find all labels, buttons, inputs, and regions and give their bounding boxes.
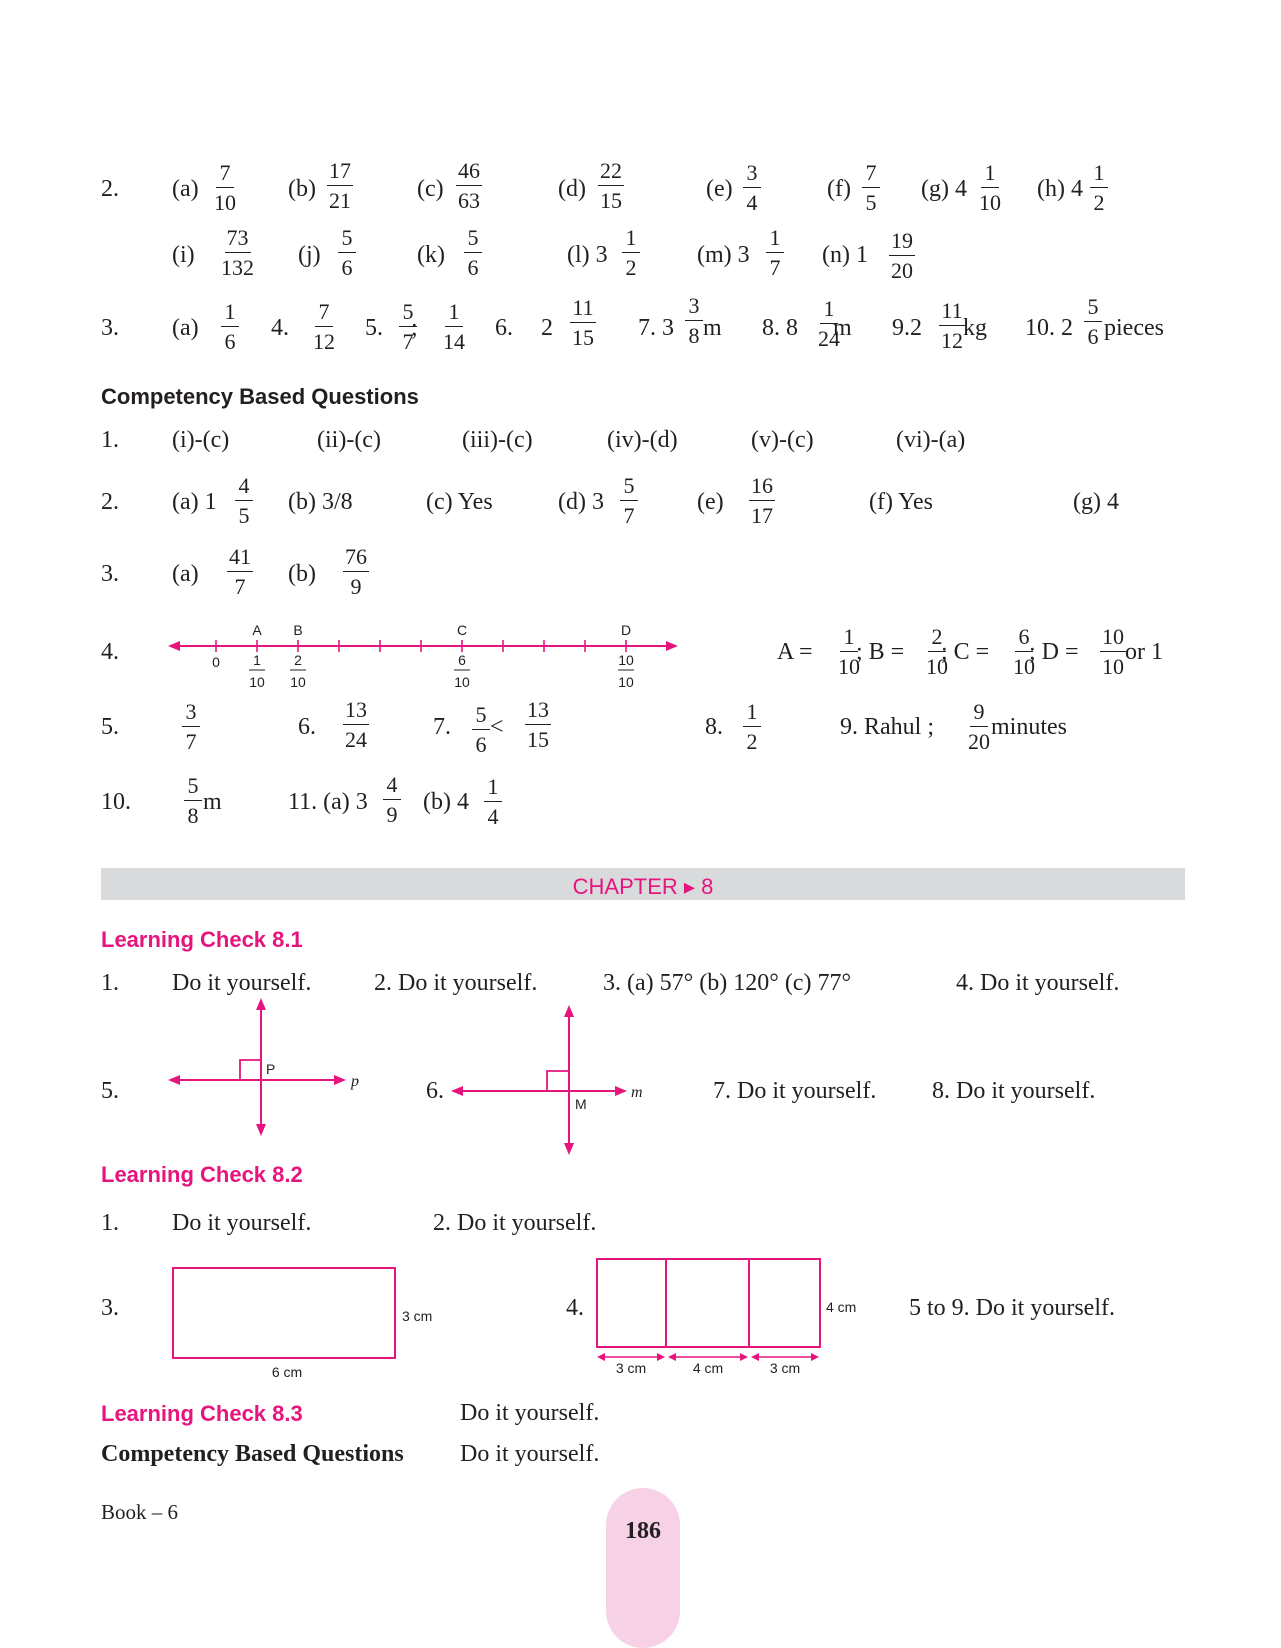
- rect-width-label: 6 cm: [271, 1364, 303, 1380]
- cbq2-heading: Competency Based Questions: [101, 1441, 404, 1467]
- rect-height-label: 3 cm: [402, 1308, 433, 1324]
- svg-text:10: 10: [454, 674, 470, 690]
- lc81-heading: Learning Check 8.1: [101, 927, 303, 952]
- line-p-label: p: [351, 1073, 359, 1090]
- lc83-heading: Learning Check 8.3: [101, 1401, 303, 1426]
- divided-rectangle-figure: [594, 1256, 874, 1386]
- footer-book: Book – 6: [101, 1500, 179, 1524]
- lc82-heading: Learning Check 8.2: [101, 1162, 303, 1187]
- svg-text:10: 10: [618, 652, 634, 668]
- svg-text:10: 10: [249, 674, 265, 690]
- point-m-label: M: [575, 1096, 587, 1112]
- chapter-label: CHAPTER: [572, 874, 678, 899]
- point-d-label: D: [620, 622, 632, 638]
- cbq-heading: Competency Based Questions: [101, 384, 419, 409]
- chapter-bar: [101, 868, 1185, 900]
- point-c-label: C: [456, 622, 468, 638]
- q2-number: 2.: [101, 176, 119, 202]
- rectangle-figure: [170, 1265, 470, 1385]
- chapter-arrow-icon: ▸: [683, 874, 695, 899]
- svg-text:10: 10: [618, 674, 634, 690]
- lc83-text: Do it yourself.: [460, 1400, 600, 1426]
- point-p-label: P: [266, 1061, 276, 1077]
- page-number: 186: [625, 1518, 661, 1544]
- chapter-number: 8: [701, 874, 714, 899]
- q3-number: 3.: [101, 315, 119, 341]
- svg-text:10: 10: [290, 674, 306, 690]
- point-a-label: A: [252, 622, 262, 638]
- svg-text:2: 2: [294, 652, 302, 668]
- page-number-pill: [606, 1488, 680, 1648]
- fig4-height-label: 4 cm: [826, 1299, 857, 1315]
- svg-text:6: 6: [458, 652, 466, 668]
- point-b-label: B: [293, 622, 303, 638]
- number-line: [168, 620, 688, 700]
- line-m-label: m: [631, 1084, 643, 1101]
- cbq2-text: Do it yourself.: [460, 1441, 600, 1467]
- fig4-width-3: 3 cm: [769, 1360, 801, 1376]
- svg-text:1: 1: [253, 652, 261, 668]
- fig4-width-1: 3 cm: [615, 1360, 647, 1376]
- fig4-width-2: 4 cm: [692, 1360, 724, 1376]
- perpendicular-figure-m: [451, 1005, 661, 1155]
- perpendicular-figure-p: [168, 998, 368, 1138]
- numberline-zero: 0: [212, 654, 220, 670]
